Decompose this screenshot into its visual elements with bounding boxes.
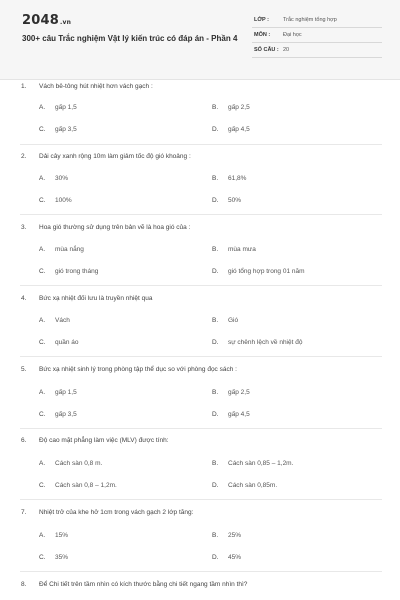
- option-text: Cách sàn 0,85 – 1,2m.: [228, 460, 294, 467]
- option-text: gió trong tháng: [55, 268, 99, 275]
- option-a[interactable]: [39, 532, 68, 539]
- option-a[interactable]: [39, 246, 84, 253]
- option-d[interactable]: [212, 268, 305, 275]
- option-text: 25%: [228, 532, 242, 539]
- option-c[interactable]: [39, 197, 72, 204]
- option-d[interactable]: [212, 554, 241, 561]
- option-a[interactable]: [39, 104, 77, 111]
- option-letter: C.: [39, 482, 46, 489]
- option-letter: B.: [212, 532, 219, 539]
- option-c[interactable]: [39, 554, 68, 561]
- meta-row-class: [252, 15, 382, 28]
- meta-key: MÔN :: [254, 32, 271, 38]
- meta-value: Đại học: [283, 32, 302, 38]
- option-text: gấp 4,5: [228, 411, 250, 418]
- option-text: 30%: [55, 175, 69, 182]
- option-c[interactable]: [39, 268, 98, 275]
- option-b[interactable]: [212, 532, 241, 539]
- question-text: Độ cao mặt phẳng làm việc (MLV) được tính:: [39, 437, 169, 444]
- option-letter: D.: [212, 126, 219, 133]
- option-letter: A.: [39, 460, 46, 467]
- question-number: 4.: [21, 295, 27, 302]
- option-text: 45%: [228, 554, 242, 561]
- option-letter: D.: [212, 482, 219, 489]
- question-divider: [20, 499, 382, 500]
- option-letter: D.: [212, 197, 219, 204]
- question-text: Nhiệt trở của khe hở 1cm trong vách gạch 2 lớp tăng:: [39, 509, 194, 516]
- option-b[interactable]: [212, 317, 238, 324]
- meta-row-count: [252, 45, 382, 58]
- question-text: Vách bê-tông hút nhiệt hơn vách gạch :: [39, 83, 153, 90]
- option-letter: C.: [39, 339, 46, 346]
- option-letter: D.: [212, 554, 219, 561]
- option-text: 50%: [228, 197, 242, 204]
- option-text: Gió: [228, 317, 239, 324]
- option-text: quần áo: [55, 339, 79, 346]
- option-c[interactable]: [39, 339, 79, 346]
- option-c[interactable]: [39, 411, 77, 418]
- document-header: [0, 0, 400, 80]
- logo-main: 2048: [22, 13, 59, 28]
- option-text: 35%: [55, 554, 69, 561]
- option-letter: C.: [39, 554, 46, 561]
- question-divider: [20, 356, 382, 357]
- option-d[interactable]: [212, 339, 302, 346]
- option-text: 61,8%: [228, 175, 247, 182]
- option-letter: C.: [39, 411, 46, 418]
- question-number: 8.: [21, 581, 27, 588]
- question-text: Bức xạ nhiệt sinh lý trong phòng tập thể dục so với phòng đọc sách :: [39, 366, 237, 373]
- question-number: 2.: [21, 153, 27, 160]
- question-text: Dải cây xanh rộng 10m làm giảm tốc độ gió khoảng :: [39, 153, 191, 160]
- option-text: gấp 3,5: [55, 411, 77, 418]
- option-text: gấp 2,5: [228, 104, 250, 111]
- option-text: Cách sàn 0,8 – 1,2m.: [55, 482, 117, 489]
- option-letter: B.: [212, 246, 219, 253]
- question-text: Để Chi tiết trên tầm nhìn có kích thước bằng chi tiết ngang tầm nhìn thì?: [39, 581, 248, 588]
- option-text: gió tổng hợp trong 01 năm: [228, 268, 305, 275]
- option-letter: A.: [39, 532, 46, 539]
- option-d[interactable]: [212, 126, 250, 133]
- option-letter: B.: [212, 460, 219, 467]
- option-letter: D.: [212, 411, 219, 418]
- meta-row-subject: [252, 30, 382, 43]
- option-text: gấp 1,5: [55, 389, 77, 396]
- question-number: 3.: [21, 224, 27, 231]
- option-letter: A.: [39, 317, 46, 324]
- option-c[interactable]: [39, 126, 77, 133]
- meta-value: 20: [283, 47, 290, 53]
- question-number: 1.: [21, 83, 27, 90]
- option-letter: B.: [212, 389, 219, 396]
- option-text: gấp 2,5: [228, 389, 250, 396]
- option-letter: C.: [39, 197, 46, 204]
- option-text: Cách sàn 0,8 m.: [55, 460, 103, 467]
- option-d[interactable]: [212, 197, 241, 204]
- option-letter: B.: [212, 175, 219, 182]
- question-number: 7.: [21, 509, 27, 516]
- option-text: Cách sàn 0,85m.: [228, 482, 278, 489]
- question-divider: [20, 285, 382, 286]
- option-c[interactable]: [39, 482, 117, 489]
- option-letter: D.: [212, 268, 219, 275]
- option-letter: B.: [212, 317, 219, 324]
- option-letter: A.: [39, 175, 46, 182]
- question-text: Bức xạ nhiệt đối lưu là truyền nhiệt qua: [39, 295, 153, 302]
- meta-key: LỚP :: [254, 17, 269, 23]
- question-text: Hoa gió thường sử dụng trên bản vẽ là hoa gió của :: [39, 224, 191, 231]
- option-letter: A.: [39, 246, 46, 253]
- option-d[interactable]: [212, 411, 250, 418]
- option-a[interactable]: [39, 175, 68, 182]
- option-text: mùa mưa: [228, 246, 256, 253]
- option-letter: D.: [212, 339, 219, 346]
- option-b[interactable]: [212, 246, 256, 253]
- option-letter: A.: [39, 104, 46, 111]
- meta-value: Trắc nghiệm tổng hợp: [283, 17, 337, 23]
- question-number: 6.: [21, 437, 27, 444]
- option-text: 15%: [55, 532, 69, 539]
- logo-tld: .vn: [59, 19, 72, 26]
- option-a[interactable]: [39, 317, 70, 324]
- option-letter: C.: [39, 268, 46, 275]
- meta-key: SỐ CÂU :: [254, 47, 279, 53]
- option-letter: A.: [39, 389, 46, 396]
- document-title: 300+ câu Trắc nghiệm Vật lý kiến trúc có đáp án - Phần 4: [22, 34, 238, 43]
- option-text: gấp 1,5: [55, 104, 77, 111]
- option-letter: B.: [212, 104, 219, 111]
- question-number: 5.: [21, 366, 27, 373]
- option-b[interactable]: [212, 460, 293, 467]
- question-divider: [20, 571, 382, 572]
- option-b[interactable]: [212, 175, 246, 182]
- option-text: mùa nắng: [55, 246, 84, 253]
- option-text: gấp 3,5: [55, 126, 77, 133]
- option-a[interactable]: [39, 389, 77, 396]
- option-b[interactable]: [212, 389, 250, 396]
- option-text: gấp 4,5: [228, 126, 250, 133]
- option-d[interactable]: [212, 482, 277, 489]
- option-text: sự chênh lệch về nhiệt độ: [228, 339, 303, 346]
- option-b[interactable]: [212, 104, 250, 111]
- option-a[interactable]: [39, 460, 102, 467]
- option-letter: C.: [39, 126, 46, 133]
- question-divider: [20, 144, 382, 145]
- site-logo[interactable]: [22, 13, 71, 28]
- question-divider: [20, 214, 382, 215]
- question-divider: [20, 428, 382, 429]
- option-text: Vách: [55, 317, 70, 324]
- option-text: 100%: [55, 197, 72, 204]
